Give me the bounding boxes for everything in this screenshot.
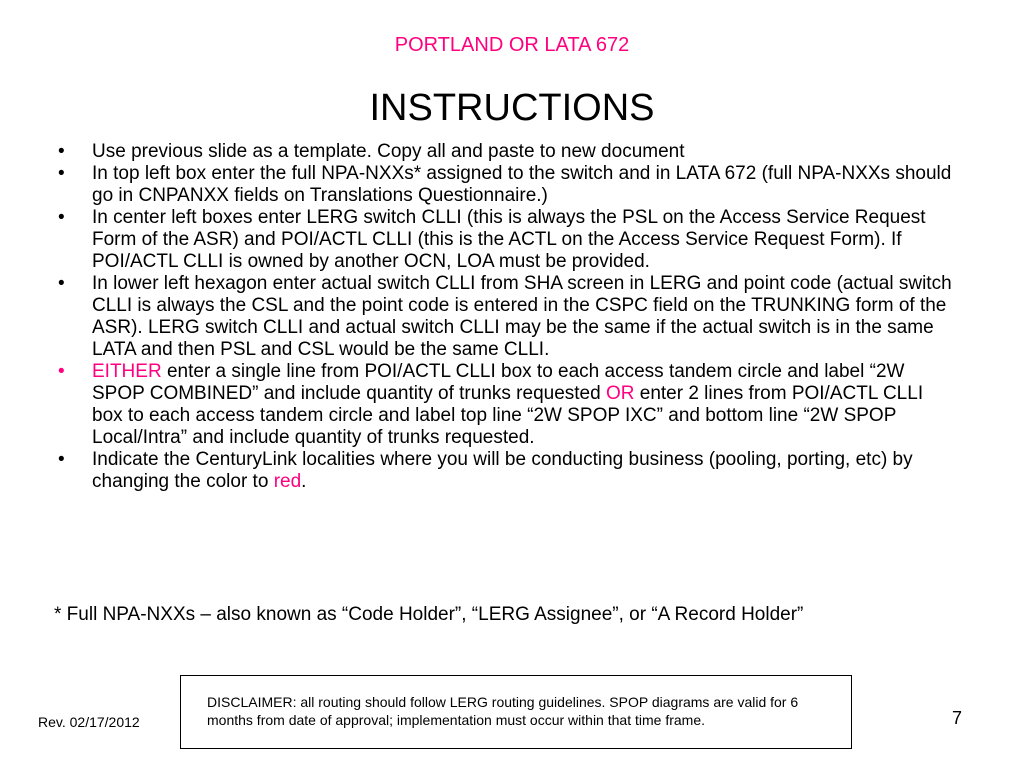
instruction-text: In center left boxes enter LERG switch CLLI (this is always the PSL on the Access Service Request Form of the ASR) and POI/ACTL CLLI (this is the ACTL on the Access Service Request Form). If POI/ACTL CLLI is owned by another OCN, LOA must be provided.: [92, 207, 926, 272]
instruction-text: In top left box enter the full NPA-NXXs* assigned to the switch and in LATA 672 (full NPA-NXXs should go in CNPANXX fields on Translations Questionnaire.): [92, 163, 952, 206]
bullet-icon: •: [58, 163, 65, 184]
disclaimer-text: DISCLAIMER: all routing should follow LERG routing guidelines. SPOP diagrams are valid for 6 months from date of approval; implementation must occur within that time frame.: [207, 694, 799, 728]
disclaimer-box: [180, 675, 852, 749]
instruction-text: In lower left hexagon enter actual switch CLLI from SHA screen in LERG and point code (actual switch CLLI is always the CSL and the point code is entered in the CSPC field on the TRUNKING form of the ASR). LERG switch CLLI and actual switch CLLI may be the same if the actual switch is in the same LATA and then PSL and CSL would be the same CLLI.: [92, 273, 952, 360]
slide-title: INSTRUCTIONS: [369, 87, 655, 129]
bullet-icon: •: [58, 361, 65, 382]
bullet-icon: •: [58, 141, 65, 162]
emphasis-red: red: [273, 471, 302, 492]
instruction-list: [58, 141, 958, 493]
instruction-item: [58, 207, 958, 273]
slide-subtitle: PORTLAND OR LATA 672: [394, 34, 630, 56]
instruction-text: .: [301, 471, 307, 492]
bullet-icon: •: [58, 207, 65, 228]
instruction-text: Use previous slide as a template. Copy all and paste to new document: [92, 141, 685, 162]
emphasis-or: OR: [605, 383, 635, 404]
page-number: 7: [952, 708, 963, 728]
instruction-item: [58, 141, 958, 163]
instruction-item: [58, 361, 958, 449]
instruction-text: enter 2 lines from POI/ACTL CLLI box to each access tandem circle and label top line “2W SPOP IXC” and bottom line “2W SPOP Local/Intra” and include quantity of trunks requested.: [92, 383, 924, 448]
instruction-item: [58, 163, 958, 207]
instruction-item: [58, 273, 958, 361]
emphasis-either: EITHER: [92, 361, 162, 382]
footnote: * Full NPA-NXXs – also known as “Code Holder”, “LERG Assignee”, or “A Record Holder”: [54, 604, 804, 625]
instruction-text: Indicate the CenturyLink localities where you will be conducting business (pooling, porting, etc) by changing the color to: [92, 449, 913, 492]
revision-date: Rev. 02/17/2012: [38, 714, 140, 730]
instruction-text: enter a single line from POI/ACTL CLLI box to each access tandem circle and label “2W SPOP COMBINED” and include quantity of trunks requested: [92, 361, 905, 404]
bullet-icon: •: [58, 449, 65, 470]
bullet-icon: •: [58, 273, 65, 294]
instruction-item: [58, 449, 958, 493]
